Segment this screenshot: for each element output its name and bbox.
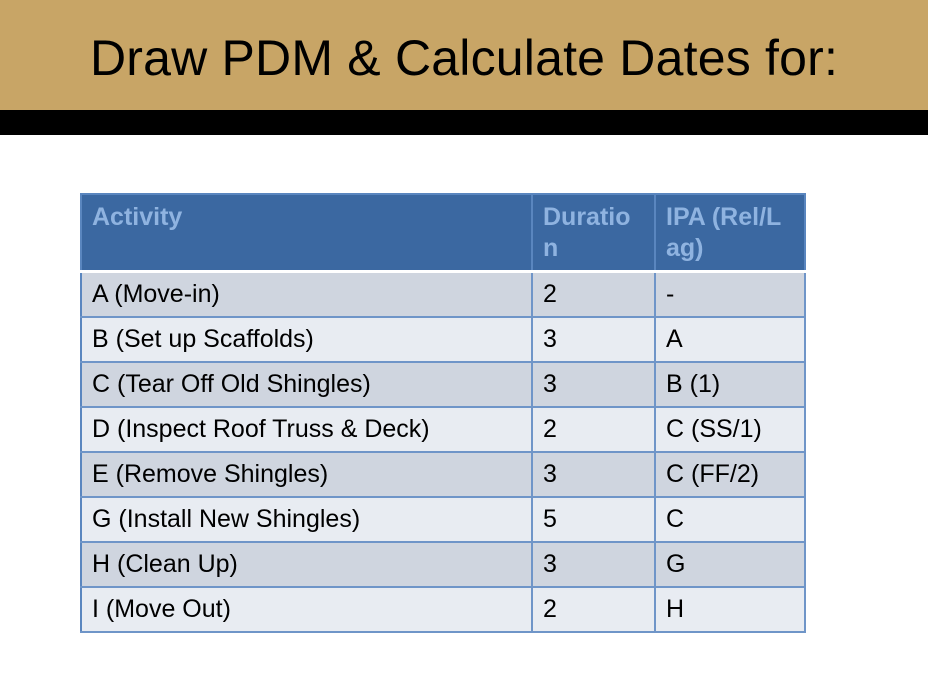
duration-cell: 2: [532, 407, 655, 452]
duration-cell: 3: [532, 452, 655, 497]
ipa-cell: B (1): [655, 362, 805, 407]
duration-cell: 3: [532, 317, 655, 362]
table-row: [81, 272, 805, 318]
activity-cell: C (Tear Off Old Shingles): [81, 362, 532, 407]
activity-cell: B (Set up Scaffolds): [81, 317, 532, 362]
table-header-row: [81, 194, 805, 272]
activity-cell: H (Clean Up): [81, 542, 532, 587]
activity-table: [80, 193, 806, 633]
ipa-cell: -: [655, 272, 805, 318]
ipa-cell: G: [655, 542, 805, 587]
activity-cell: D (Inspect Roof Truss & Deck): [81, 407, 532, 452]
table-row: [81, 407, 805, 452]
ipa-cell: A: [655, 317, 805, 362]
activity-cell: G (Install New Shingles): [81, 497, 532, 542]
table-row: [81, 497, 805, 542]
table-row: [81, 452, 805, 497]
ipa-cell: H: [655, 587, 805, 632]
slide-title: Draw PDM & Calculate Dates for:: [89, 30, 839, 86]
ipa-cell: C: [655, 497, 805, 542]
table-row: [81, 542, 805, 587]
title-underline-bar: [0, 110, 928, 135]
activity-cell: A (Move-in): [81, 272, 532, 318]
duration-cell: 5: [532, 497, 655, 542]
duration-cell: 2: [532, 272, 655, 318]
activity-cell: I (Move Out): [81, 587, 532, 632]
duration-cell: 2: [532, 587, 655, 632]
header-activity: Activity: [81, 194, 532, 272]
table-row: [81, 362, 805, 407]
header-duration: Duration: [532, 194, 655, 272]
duration-cell: 3: [532, 362, 655, 407]
table-row: [81, 317, 805, 362]
header-ipa: IPA (Rel/Lag): [655, 194, 805, 272]
duration-cell: 3: [532, 542, 655, 587]
ipa-cell: C (SS/1): [655, 407, 805, 452]
ipa-cell: C (FF/2): [655, 452, 805, 497]
activity-cell: E (Remove Shingles): [81, 452, 532, 497]
table-row: [81, 587, 805, 632]
